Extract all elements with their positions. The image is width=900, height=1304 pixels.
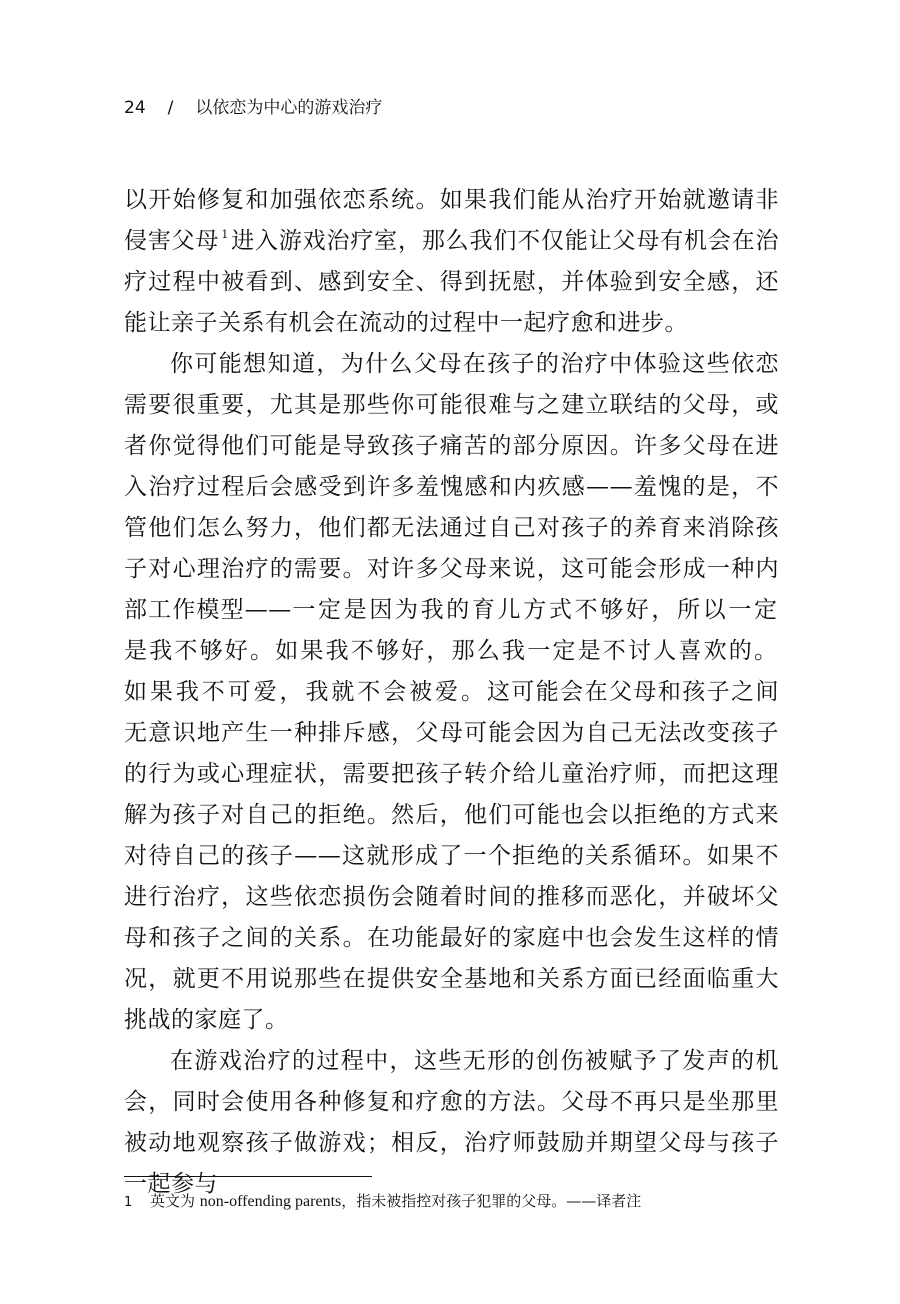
paragraph-1-part-a: 以开始修复和加强依恋系统。如果我们能从治疗开始就邀请非侵害父母 bbox=[124, 187, 779, 254]
footnote-rule bbox=[124, 1176, 372, 1177]
page-number: 24 bbox=[124, 98, 146, 118]
running-header bbox=[124, 96, 382, 120]
footnote-latin-term: non-offending parents bbox=[199, 1193, 342, 1210]
body-text bbox=[124, 180, 779, 1205]
footnote bbox=[124, 1190, 779, 1214]
book-title: 以依恋为中心的游戏治疗 bbox=[195, 98, 383, 118]
paragraph-2-part-b: 这可能会在父母和孩子之间无意识地产生一种排斥感，父母可能会因为自己无法改变孩子的行为或心理症状，需要把孩子转介给儿童治疗师，而把这理解为孩子对自己的拒绝。然后，他们可能也会以拒绝的方式来对待自己的孩子——这就形成了一个拒绝的关系循环。如果不进行治疗，这些依恋损伤会随着时间的推移而恶化，并破坏父母和孩子之间的关系。在功能最好的家庭中也会发生这样的情况，就更不用说那些在提供安全基地和关系方面已经面临重大挑战的家庭了。 bbox=[124, 679, 780, 1033]
paragraph-2-part-a: 你可能想知道，为什么父母在孩子的治疗中体验这些依恋需要很重要，尤其是那些你可能很难与之建立联结的父母，或者你觉得他们可能是导致孩子痛苦的部分原因。许多父母在进入治疗过程后会感受到许多羞愧感和内疚感——羞愧的是，不管他们怎么努力，他们都无法通过自己对孩子的养育来消除孩子对心理治疗的需要。对许多父母来说，这可能会形成一种内部工作模型—— bbox=[124, 351, 779, 623]
paragraph-1 bbox=[124, 180, 779, 344]
paragraph-3: 在游戏治疗的过程中，这些无形的创伤被赋予了发声的机会，同时会使用各种修复和疗愈的方法。父母不再只是坐那里被动地观察孩子做游戏；相反，治疗师鼓励并期望父母与孩子一起参与 bbox=[124, 1048, 779, 1197]
paragraph-2-emphasis: 一定是因为我的育儿方式不够好，所以一定是我不够好。如果我不够好，那么我一定是不讨人喜欢的。如果我不可爱，我就不会被爱。 bbox=[124, 597, 780, 705]
footnote-mark: 1 bbox=[124, 1195, 133, 1210]
footnote-text-b: ，指未被指控对孩子犯罪的父母。——译者注 bbox=[341, 1192, 642, 1210]
paragraph-2 bbox=[124, 344, 779, 1041]
footnote-ref: 1 bbox=[221, 228, 229, 241]
header-separator: / bbox=[167, 98, 174, 118]
footnote-text-a: 英文为 bbox=[150, 1192, 196, 1210]
paragraph-1-part-b: 进入游戏治疗室，那么我们不仅能让父母有机会在治疗过程中被看到、感到安全、得到抚慰，并体验到安全感，还能让亲子关系有机会在流动的过程中一起疗愈和进步。 bbox=[124, 228, 780, 336]
